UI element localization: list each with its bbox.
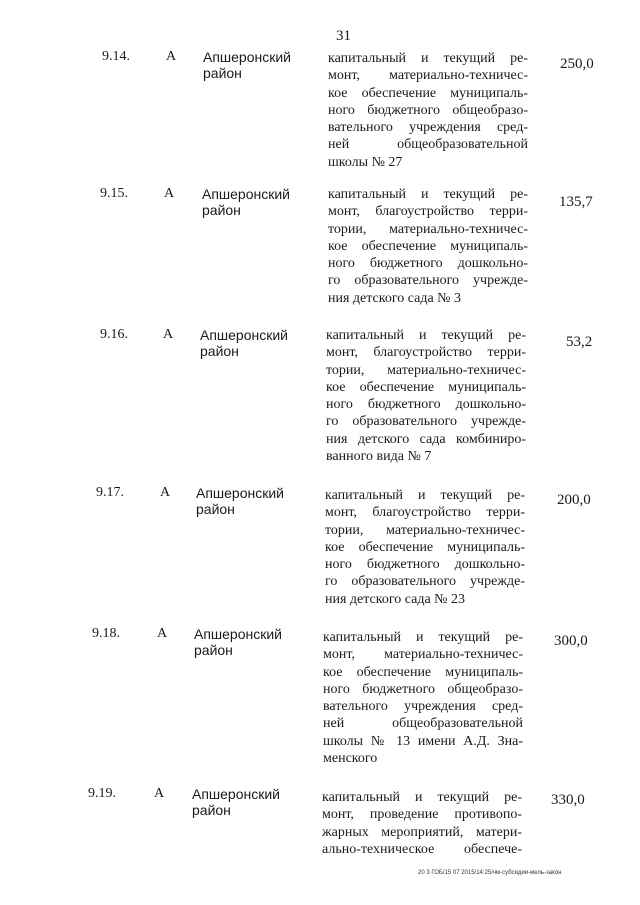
description-line: ного бюджетного дошкольно- xyxy=(328,256,528,272)
description-line: школы № 13 имени А.Д. Зна- xyxy=(323,733,523,749)
description-line: капитальный и текущий ре- xyxy=(328,187,528,202)
description-line: кое обеспечение муниципаль- xyxy=(328,85,528,101)
row-district xyxy=(202,186,290,218)
description-line: кое обеспечение муниципаль- xyxy=(328,238,528,254)
description-line: ально-техническое обеспече- xyxy=(322,841,522,857)
description-line: ней общеобразовательной xyxy=(328,137,528,153)
description-line: ного бюджетного дошкольно- xyxy=(326,397,526,413)
district-line: Апшеронский xyxy=(196,485,285,501)
row-amount: 300,0 xyxy=(554,633,588,649)
district-line: район xyxy=(203,65,242,81)
district-line: Апшеронский xyxy=(202,186,291,202)
row-number: 9.16. xyxy=(100,327,128,342)
district-line: район xyxy=(202,202,241,218)
description-line: ного бюджетного общеобразо- xyxy=(328,102,528,118)
description-line: го образовательного учрежде- xyxy=(325,574,525,590)
row-amount: 330,0 xyxy=(551,792,585,808)
description-line: кое обеспечение муниципаль- xyxy=(325,539,525,555)
row-description xyxy=(323,629,523,767)
district-line: Апшеронский xyxy=(192,786,281,802)
description-line: го образовательного учрежде- xyxy=(328,273,528,289)
row-amount: 135,7 xyxy=(559,194,593,210)
description-line: ния детского сада № 3 xyxy=(328,290,462,306)
row-category: А xyxy=(164,186,175,201)
district-line: Апшеронский xyxy=(200,327,289,343)
district-line: Апшеронский xyxy=(203,49,292,65)
row-category: А xyxy=(160,485,171,500)
row-description xyxy=(325,487,525,608)
row-description xyxy=(326,327,526,465)
description-line: капитальный и текущий ре- xyxy=(325,488,525,503)
row-district xyxy=(200,327,288,359)
district-line: Апшеронский xyxy=(194,626,283,642)
description-line: вательного учреждения сред- xyxy=(328,120,528,136)
description-line: монт, материально-техничес- xyxy=(328,68,528,84)
row-number: 9.18. xyxy=(92,626,120,641)
description-line: ванного вида № 7 xyxy=(326,449,432,465)
row-number: 9.17. xyxy=(96,485,124,500)
row-description xyxy=(322,789,522,858)
row-description xyxy=(328,50,528,171)
description-line: капитальный и текущий ре- xyxy=(328,51,528,66)
district-line: район xyxy=(200,343,239,359)
row-number: 9.15. xyxy=(100,186,128,201)
description-line: менского xyxy=(323,751,378,767)
district-line: район xyxy=(192,802,231,818)
description-line: капитальный и текущий ре- xyxy=(323,630,523,645)
row-district xyxy=(192,786,280,818)
description-line: монт, материально-техничес- xyxy=(323,647,523,663)
district-line: район xyxy=(194,642,233,658)
description-line: ного бюджетного дошкольно- xyxy=(325,557,525,573)
description-line: монт, благоустройство терри- xyxy=(326,345,526,361)
row-category: А xyxy=(163,327,174,342)
row-amount: 53,2 xyxy=(566,334,593,350)
description-line: тории, материально-техничес- xyxy=(325,522,525,538)
description-line: кое обеспечение муниципаль- xyxy=(326,379,526,395)
row-amount: 250,0 xyxy=(560,56,594,72)
description-line: ного бюджетного общеобразо- xyxy=(323,681,523,697)
description-line: кое обеспечение муниципаль- xyxy=(323,664,523,680)
description-line: монт, благоустройство терри- xyxy=(328,204,528,220)
description-line: тории, материально-техничес- xyxy=(326,362,526,378)
description-line: го образовательного учрежде- xyxy=(326,414,526,430)
description-line: ния детского сада комбиниро- xyxy=(326,431,526,447)
description-line: школы № 27 xyxy=(328,154,403,170)
row-district xyxy=(194,626,282,658)
row-number: 9.19. xyxy=(88,786,116,801)
description-line: монт, проведение противопо- xyxy=(322,807,522,823)
row-amount: 200,0 xyxy=(557,492,591,508)
row-category: А xyxy=(157,626,168,641)
page-number: 31 xyxy=(336,28,351,44)
row-district xyxy=(203,49,291,81)
row-category: А xyxy=(166,49,177,64)
district-line: район xyxy=(196,501,235,517)
row-district xyxy=(196,485,284,517)
description-line: монт, благоустройство терри- xyxy=(325,505,525,521)
document-footer-code: 20 3 ГОБ/15 07 2015/14:25/чм-субсидии-мель-закон xyxy=(418,870,562,876)
description-line: вательного учреждения сред- xyxy=(323,699,523,715)
description-line: капитальный и текущий ре- xyxy=(322,790,522,805)
description-line: жарных мероприятий, матери- xyxy=(322,824,522,840)
description-line: ния детского сада № 23 xyxy=(325,591,466,607)
row-description xyxy=(328,186,528,307)
description-line: ней общеобразовательной xyxy=(323,716,523,732)
description-line: капитальный и текущий ре- xyxy=(326,328,526,343)
description-line: тории, материально-техничес- xyxy=(328,221,528,237)
row-category: А xyxy=(154,786,165,801)
row-number: 9.14. xyxy=(102,49,130,64)
